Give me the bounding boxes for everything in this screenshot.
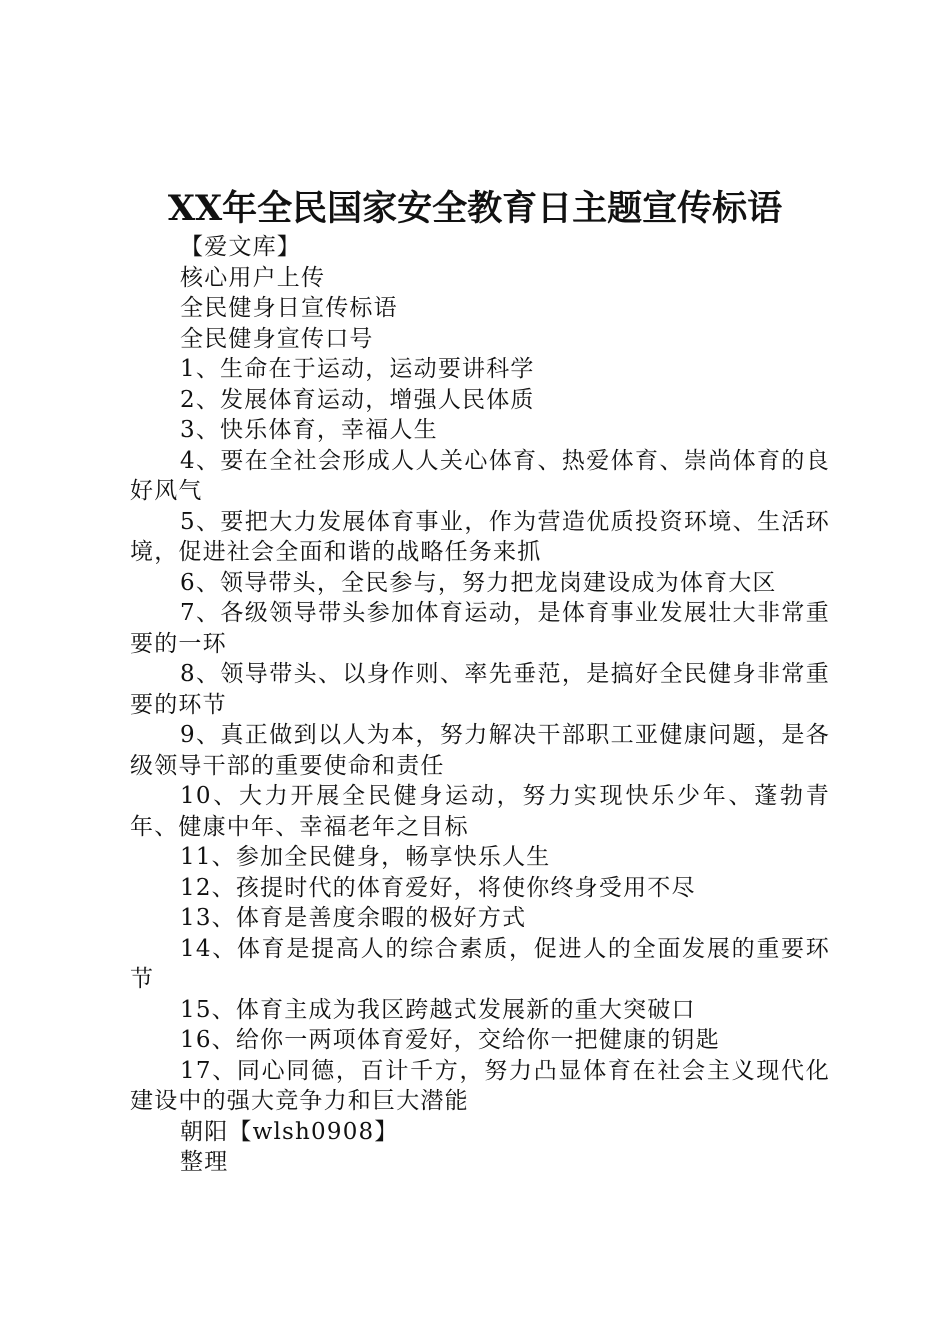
- paragraph-organized: 整理: [180, 1149, 229, 1175]
- document-title: XX年全民国家安全教育日主题宣传标语: [167, 188, 783, 229]
- slogan-item: 7、各级领导带头参加体育运动，是体育事业发展壮大非常重要的一环: [130, 600, 830, 657]
- slogan-item: 6、领导带头，全民参与，努力把龙岗建设成为体育大区: [180, 569, 777, 596]
- slogan-item: 16、给你一两项体育爱好，交给你一把健康的钥匙: [180, 1027, 720, 1053]
- paragraph-source: 【爱文库】: [180, 234, 301, 260]
- slogan-item: 1、生命在于运动，运动要讲科学: [180, 356, 535, 382]
- paragraph-subtitle: 全民健身日宣传标语: [180, 295, 398, 321]
- slogan-item: 11、参加全民健身，畅享快乐人生: [180, 844, 551, 870]
- slogan-item: 3、快乐体育，幸福人生: [180, 417, 438, 443]
- slogan-item: 9、真正做到以人为本，努力解决干部职工亚健康问题，是各级领导干部的重要使命和责任: [130, 722, 830, 779]
- paragraph-uploader: 核心用户上传: [180, 264, 326, 291]
- slogan-item: 2、发展体育运动，增强人民体质: [180, 386, 535, 413]
- slogan-item: 10、大力开展全民健身运动，努力实现快乐少年、蓬勃青年、健康中年、幸福老年之目标: [130, 783, 830, 840]
- paragraph-editor: 朝阳【wlsh0908】: [180, 1118, 399, 1145]
- slogan-item: 17、同心同德，百计千方，努力凸显体育在社会主义现代化建设中的强大竞争力和巨大潜能: [130, 1057, 830, 1114]
- slogan-item: 15、体育主成为我区跨越式发展新的重大突破口: [180, 996, 696, 1023]
- slogan-item: 12、孩提时代的体育爱好，将使你终身受用不尽: [180, 874, 696, 901]
- slogan-item: 5、要把大力发展体育事业，作为营造优质投资环境、生活环境，促进社会全面和谐的战略任务来抓: [130, 508, 830, 565]
- document-body: [130, 232, 830, 1178]
- paragraph-heading: 全民健身宣传口号: [180, 325, 374, 352]
- slogan-item: 13、体育是善度余暇的极好方式: [180, 905, 527, 931]
- slogan-item: 8、领导带头、以身作则、率先垂范，是搞好全民健身非常重要的环节: [130, 661, 830, 718]
- slogan-item: 14、体育是提高人的综合素质，促进人的全面发展的重要环节: [130, 935, 830, 992]
- slogan-item: 4、要在全社会形成人人关心体育、热爱体育、崇尚体育的良好风气: [130, 447, 830, 504]
